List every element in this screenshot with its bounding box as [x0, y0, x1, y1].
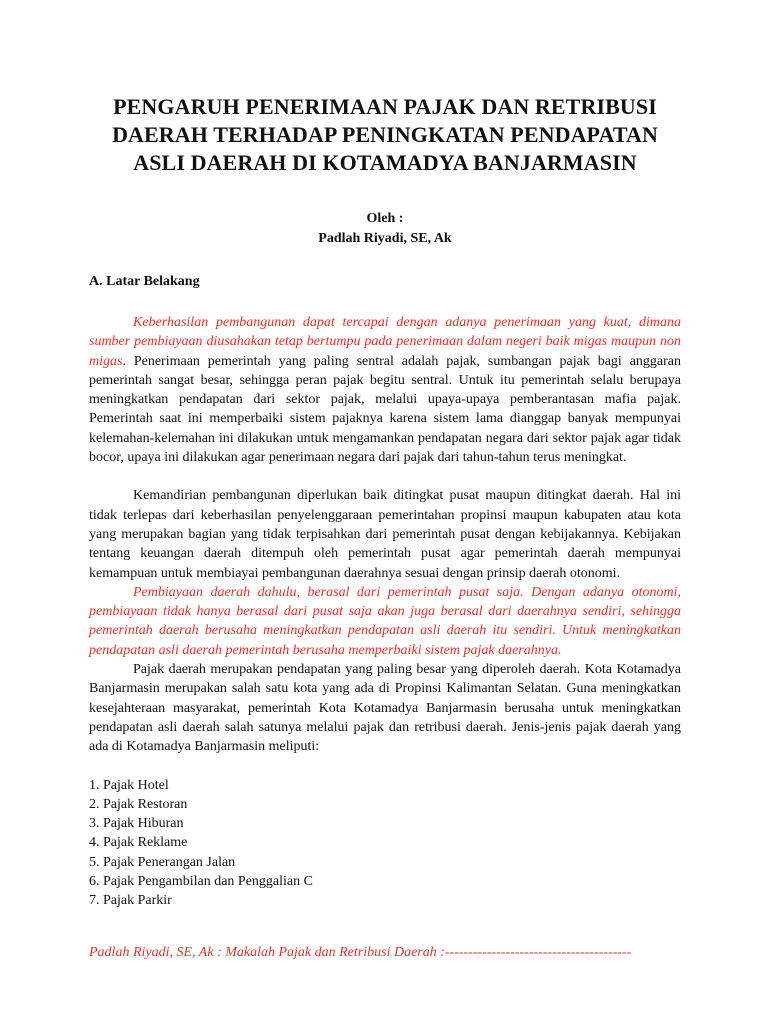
paragraph-4: Pajak daerah merupakan pendapatan yang paling besar yang diperoleh daerah. Kota Kotamadya Banjarmasin merupakan salah satu kota yang ada di Propinsi Kalimantan Selatan. Guna meningkatkan kesejahteraan masyarakat, pemerintah Kota Kotamadya Banjarmasin berusaha untuk meningkatkan pendapatan asli daerah salah satunya melalui pajak dan retribusi daerah. Jenis-jenis pajak daerah yang ada di Kotamadya Banjarmasin meliputi: [89, 662, 681, 755]
paragraph-2: Kemandirian pembangunan diperlukan baik ditingkat pusat maupun ditingkat daerah. Hal ini tidak terlepas dari keberhasilan penyelenggaraan pemerintahan propinsi maupun kabupaten atau kota yang merupakan bagian yang tidak terpisahkan dari pemerintah pusat dengan kebijakannya. Kebijakan tentang keuangan daerah ditempuh oleh pemerintah pusat agar pemerintah daerah mempunyai kemampuan untuk membiayai pembangunan daerahnya sesuai dengan prinsip daerah otonomi. [89, 488, 681, 581]
list-item: 1. Pajak Hotel [89, 777, 169, 793]
section-heading: A. Latar Belakang [89, 274, 200, 289]
list-item: 6. Pajak Pengambilan dan Penggalian C [89, 874, 313, 890]
list-item: 5. Pajak Penerangan Jalan [89, 854, 236, 870]
list-item: 2. Pajak Restoran [89, 796, 188, 812]
title-line-1: PENGARUH PENERIMAAN PAJAK DAN RETRIBUSI [113, 94, 657, 119]
paragraph-1 [89, 313, 681, 467]
paragraph-1-highlight: Keberhasilan pembangunan dapat tercapai dengan adanya penerimaan yang kuat, dimana sumber pembiayaan diusahakan tetap bertumpu pada penerimaan dalam negeri baik migas maupun non migas [89, 315, 681, 369]
page-footer: Padlah Riyadi, SE, Ak : Makalah Pajak dan Retribusi Daerah :---------------------------------------- [89, 945, 632, 960]
paragraph-1-body: . Penerimaan pemerintah yang paling sentral adalah pajak, sumbangan pajak bagi anggaran pemerintah sangat besar, sehingga peran pajak begitu sentral. Untuk itu pemerintah selalu berupaya meningkatkan pendapatan dari sektor pajak, melalui upaya-upaya pemberantasan mafia pajak. Pemerintah saat ini memperbaiki sistem pajaknya karena sistem lama dianggap banyak mempunyai kelemahan-kelemahan ini dilakukan untuk mengamankan pendapatan negara dari sektor pajak agar tidak bocor, upaya ini dilakukan agar penerimaan negara dari pajak dari tahun-tahun terus meningkat. [89, 353, 681, 466]
document-page [89, 93, 681, 911]
list-item: 3. Pajak Hiburan [89, 816, 184, 832]
paragraph-3-highlight: Pembiayaan daerah dahulu, berasal dari pemerintah pusat saja. Dengan adanya otonomi, pembiayaan tidak hanya berasal dari pusat saja akan juga berasal dari daerahnya sendiri, sehingga pemerintah daerah berusaha meningkatkan pendapatan asli daerah itu sendiri. Untuk meningkatkan pendapatan asli daerah pemerintah berusaha memperbaiki sistem pajak daerahnya. [89, 584, 681, 658]
list-item: 4. Pajak Reklame [89, 835, 188, 851]
document-title [89, 93, 681, 177]
byline [89, 209, 681, 249]
title-line-3: ASLI DAERAH DI KOTAMADYA BANJARMASIN [133, 150, 637, 175]
list-item: 7. Pajak Parkir [89, 893, 172, 909]
byline-label: Oleh : [366, 211, 404, 226]
title-line-2: DAERAH TERHADAP PENINGKATAN PENDAPATAN [112, 122, 658, 147]
author-name: Padlah Riyadi, SE, Ak [318, 231, 452, 246]
tax-type-list [89, 776, 681, 911]
